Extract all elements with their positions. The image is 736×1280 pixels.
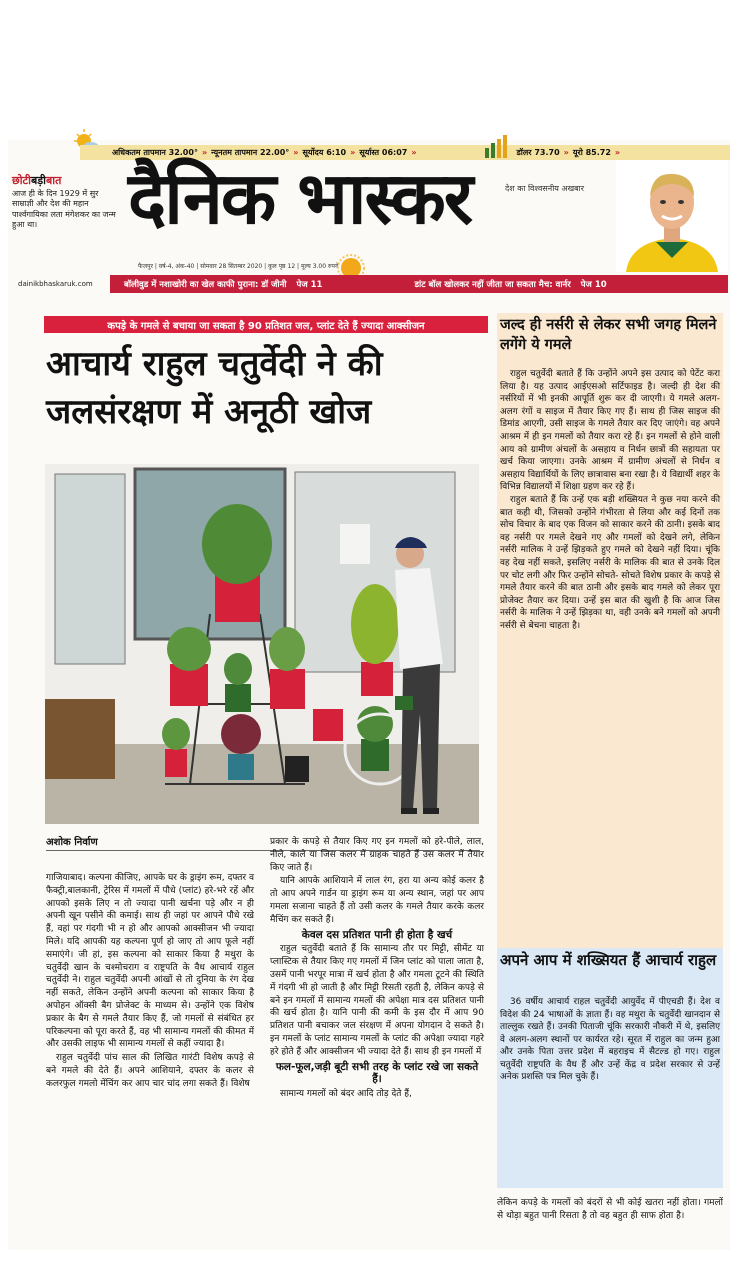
article-headline: आचार्य राहुल चतुर्वेदी ने की जलसंरक्षण में अनूठी खोज bbox=[46, 344, 383, 432]
arrow-icon: » bbox=[201, 148, 208, 157]
newspaper-title: दैनिक भास्कर bbox=[128, 155, 472, 240]
subheading: केवल दस प्रतिशत पानी ही होता है खर्च bbox=[301, 928, 453, 941]
sunrise: सूर्योदय 6:10 bbox=[302, 148, 347, 157]
headline-strip bbox=[110, 275, 728, 293]
paragraph: राहुल चतुर्वेदी बताते हैं कि सामान्य तौर पर मिट्टी, सीमेंट या प्लास्टिक से तैयार किए गए गमलों में जिन प्लांट को पाला जाता है, उसमें पानी भरपूर मात्रा में खर्च होता है और गमला टूटने की स्थिति में गंदगी भी हो जाती है और मिट्टी रिसती रहती है, लेकिन कपड़े से बने इन गमलों में सामान्य गमलों की अपेक्षा मात्र दस प्रतिशत पानी की खर्च होता है। यानि पानी की कमी के इस दौर में आप 90 प्रतिशत पानी बचाकर जल संरक्षण में अपना योगदान दे सकते है। इन गमलों के प्लांट सामान्य गमलों के प्लांट की अपेक्षा ज्यादा गहरे हरे होते हैं और आक्सीजन भी ज्यादा देते हैं। साथ ही इन गमलों में bbox=[270, 944, 484, 1057]
sidebar-body bbox=[500, 368, 720, 632]
strip-page-1: पेज 11 bbox=[296, 279, 323, 290]
article-column-1 bbox=[46, 872, 254, 1092]
article-kicker: कपड़े के गमले से बचाया जा सकता है 90 प्रतिशत जल, प्लांट देते हैं ज्यादा आक्सीजन bbox=[44, 316, 488, 333]
article-column-2 bbox=[270, 836, 484, 1102]
arrow-icon: » bbox=[411, 148, 417, 157]
arrow-icon: » bbox=[350, 148, 356, 157]
arrow-icon: » bbox=[563, 148, 569, 157]
sunset: सूर्यास्त 06:07 bbox=[359, 148, 408, 157]
dollar-rate: डॉलर 73.70 bbox=[516, 148, 560, 157]
article-photo bbox=[45, 464, 479, 824]
paragraph: यानि आपके आशियाने में लाल रंग, हरा या अन्य कोई कलर है तो आप अपने गार्डन या ड्राइंग रूम या अन्य स्थान, जहां पर आप गमला सजाना चाहते हैं तो उसी कलर के गमले तैयार करके कलर मैचिंग कर सकते हैं। bbox=[270, 876, 484, 925]
player-photo bbox=[616, 160, 728, 272]
paragraph: गाजियाबाद। कल्पना कीजिए, आपके घर के ड्राइंग रूम, दफ्तर व फैक्ट्री,बालकानी, ट्रेरिस में गमलों में पौधे (प्लांट) हरे-भरे रहें और आपको इसके लिए न तो ज्यादा पानी खर्चना पड़े और न ही अपनी खून पसीने की कमाई। साथ ही जहां पर आपने पौधे रखे हैं, वहां पर गंदगी भी न हो और आपको आक्सीजन भी ज्यादा मिले। यदि आपकी यह कल्पना पूर्ण हो जाए तो आप फूले नहीं समाएंगे। जी हां, इस कल्पना को साकार किया है मथुरा के चतुर्वेदी खान के चश्मोचराग व राष्ट्रपति के वैध आचार्य राहुल चतुर्वेदी ने। राहुल चतुर्वेदी अपनी आंखों से तो दुनिया के रंग देख नहीं सकते, लेकिन उन्होंने अपनी कल्पना को साकार किया है अपोहन ऑक्सी बैग प्रोजेक्ट के माध्यम से। उन्होंने एक विशेष प्रकार के बैग से गमले तैयार किए हैं, जो गमलों से संबंधित हर परिकल्पना को पूरा करते हैं, वह भी सामान्य गमलों की कीमत में और उसकी लाइफ भी सामान्य गमलों से कहीं ज्यादा है। bbox=[46, 873, 254, 1050]
paragraph: राहुल चतुर्वेदी बताते हैं कि उन्होंने अपने इस उत्पाद को पेटेंट करा लिया है। यह उत्पाद आईएसओ सर्टिफाइड है। जल्दी ही देश की नर्सरियों में भी इनकी आपूर्ति शुरू कर दी जाएगी। ये गमले अलग-अलग रंगों व साइज में तैयार किए गए हैं। साथ ही जिस साइज की डिमांड आएगी, उसी साइज के गमले तैयार कर दिए जाएंगे। वह अपने आश्रम में ही इन गमलों को तैयार करा रहे हैं। इन गमलों से होने वाली आय को ग्रामीण अंचलों के असहाय व निर्धन छात्रों की सहायता पर खर्च किया जाएगा। उनके आश्रम में ग्रामीण अंचलों से निर्धन व असहाय विद्यार्थियों के लिए छात्रावास बना रखा है। ये विद्यार्थी शहर के विभिन्न विद्यालयों में शिक्षा ग्रहण कर रहे हैं। bbox=[500, 369, 720, 493]
article-tail: लेकिन कपड़े के गमलों को बंदरों से भी कोई खतरा नहीं होता। गमलों से थोड़ा बहुत पानी रिसता है तो वह बहुत ही साफ होता है। bbox=[497, 1198, 723, 1221]
euro-rate: यूरो 85.72 bbox=[572, 148, 611, 157]
paragraph: सामान्य गमलों को बंदर आदि तोड़ देते हैं, bbox=[280, 1089, 412, 1100]
slogan: देश का विश्वसनीय अखबार bbox=[505, 184, 585, 193]
sidebar-body-2 bbox=[500, 996, 720, 1084]
website-url[interactable]: dainikbhaskaruk.com bbox=[18, 280, 93, 288]
issue-meta: फैजपुर | वर्ष-4, अंक-40 | सोमवार 28 सितम्बर 2020 | कुल पृष्ठ 12 | मूल्य 3.00 रुपये bbox=[138, 263, 339, 270]
chhoti-badi-text: आज ही के दिन 1929 में सुर साम्राज्ञी और देश की महान पार्श्वगायिका लता मंगेशकर का जन्म हुआ था। bbox=[12, 188, 116, 229]
strip-page-2: पेज 10 bbox=[580, 279, 607, 290]
paragraph: 36 वर्षीय आचार्य राहल चतुर्वेदी आयुर्वेद में पीएचडी हैं। देश व विदेश की 24 भाषाओं के ज्ञाता हैं। वह मथुरा के चतुर्वेदी खानदान से ताल्लुक रखते हैं। उनकी पिताजी चूंकि सरकारी नौकरी में थे, इसलिए वे अलग-अलग स्थानों पर कार्यरत रहे। सूरत में राहुल का जन्म हुआ और उनके पिता उत्तर प्रदेश में बहराइच में सैटल्ड हो गए। राहुल चतुर्वेदी राष्ट्रपति के वैध हैं और उन्हें केंद्र व प्रदेश सरकार से उन्हें अनेक प्रशस्ति पत्र मिल चुके हैं। bbox=[500, 997, 720, 1082]
byline: अशोक निर्वाण bbox=[46, 837, 98, 848]
max-temp: अधिकतम तापमान 32.00° bbox=[112, 148, 198, 157]
market-chart-icon bbox=[483, 132, 511, 160]
arrow-icon: » bbox=[614, 148, 621, 157]
min-temp: न्यूनतम तापमान 22.00° bbox=[211, 148, 290, 157]
chhoti-badi-baat: छोटीबड़ीबात आज ही के दिन 1929 में सुर साम्राज्ञी और देश की महान पार्श्वगायिका लता मंगेशकर का जन्म हुआ था। bbox=[12, 176, 120, 231]
subheading: फल-फूल,जड़ी बूटी सभी तरह के प्लांट रखे जा सकते हैं। bbox=[275, 1060, 479, 1086]
strip-item-2[interactable]: डांट बॉल खोलकर नहीं जीता जा सकता मैच: वार्नर bbox=[414, 279, 571, 290]
paragraph: प्रकार के कपड़े से तैयार किए गए इन गमलों को हरे-पीले, लाल, नीले, काले या जिस कलर में ग्राहक चाहते हैं उस कलर में तैयार किए जाते हैं। bbox=[270, 837, 484, 873]
sidebar-heading: जल्द ही नर्सरी से लेकर सभी जगह मिलने लगेंगे ये गमले bbox=[500, 317, 717, 353]
sidebar-heading-2: अपने आप में शख्सियत हैं आचार्य राहुल bbox=[500, 951, 717, 969]
paragraph: राहुल बताते हैं कि उन्हें एक बड़ी शख्सियत ने कुछ नया करने की बात कही थी, जिसको उन्होंने गंभीरता से लिया और कई दिनों तक सोच विचार के बाद एक विजन को साकार करने की ठानी। इसके बाद वह नर्सरी पर गमले देखने गए और गमलों को देखने लगे, लेकिन नर्सरी मालिक ने उन्हें झिड़कते हुए गमले को देखने नहीं दिया। चूंकि वह देख नहीं सकते, इसलिए नर्सरी के मालिक की बात से उनके दिल पर चोट लगी और फिर उन्होंने सोचते- सोचते विशेष प्रकार के कपड़े से गमले तैयार करने की बात ठानी और इसके बाद गमले को लेकर पूरा प्रोजेक्ट तैयार कर दिया। उन्हें इस बात की खुशी है कि आज जिस नर्सरी के मालिक ने उन्हें झिड़का था, वही उनके बने गमलों को अपनी नर्सरी से बेचना चाहता है। bbox=[500, 494, 720, 631]
paragraph: राहुल चतुर्वेदी पांच साल की लिखित गारंटी विशेष कपड़े से बने गमले की देते हैं। अपने आशियाने, दफ्तर के कलर से कलरफुल गमलो मेंचिंग कर आप चार चांद लगा सकते हैं। विशेष bbox=[46, 1053, 254, 1089]
arrow-icon: » bbox=[293, 148, 299, 157]
strip-item-1[interactable]: बॉलीवुड में नशाखोरी का खेल काफी पुराना: डॉ जीनी bbox=[124, 279, 287, 290]
